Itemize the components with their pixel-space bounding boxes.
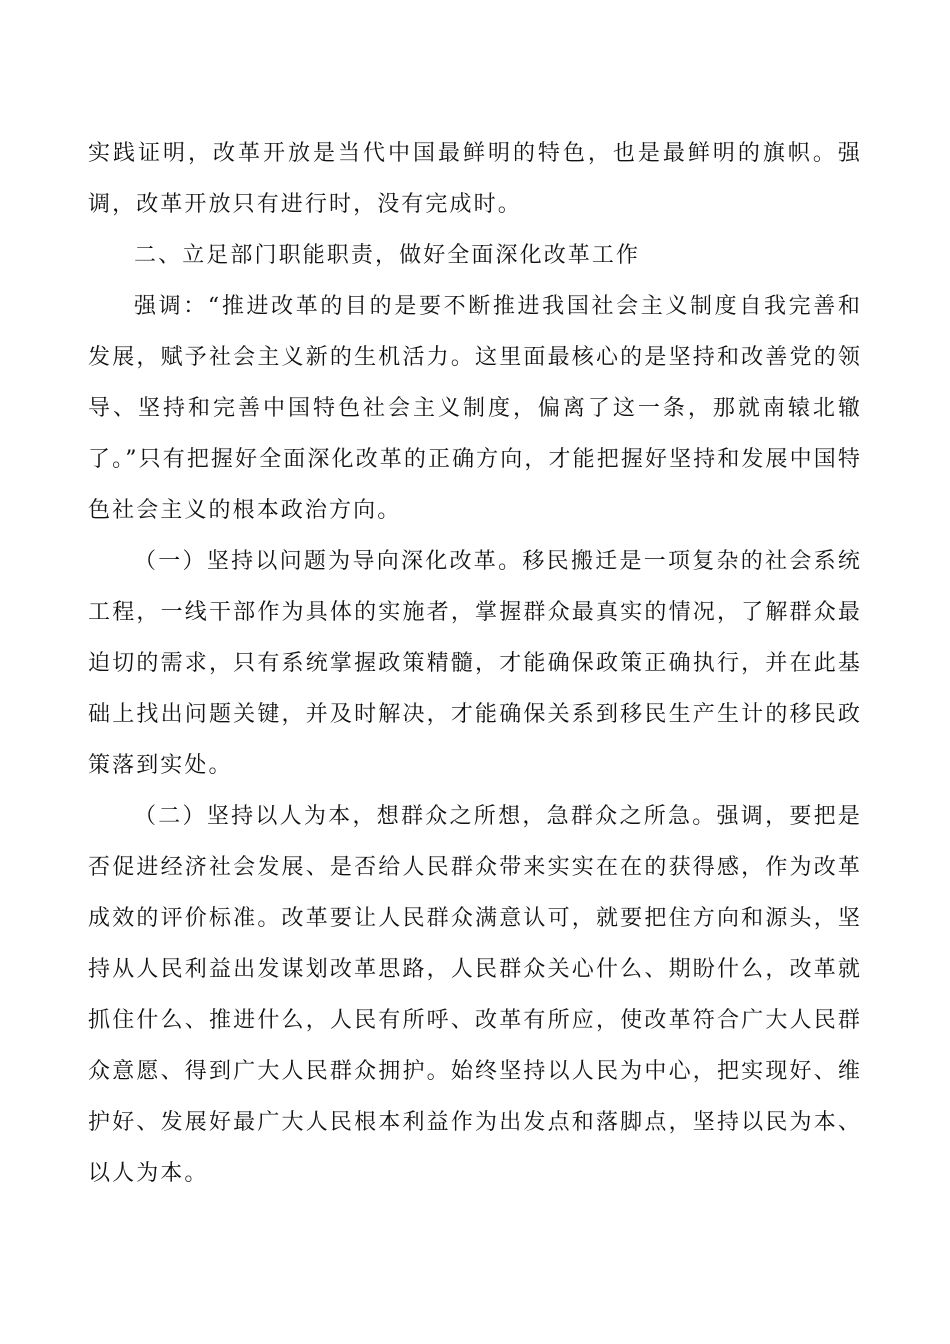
- paragraph-3: 强调：“推进改革的目的是要不断推进我国社会主义制度自我完善和发展，赋予社会主义新的生机活力。这里面最核心的是坚持和改善党的领导、坚持和完善中国特色社会主义制度，偏离了这一条，那就南辕北辙了。”只有把握好全面深化改革的正确方向，才能把握好坚持和发展中国特色社会主义的根本政治方向。: [88, 294, 862, 523]
- document-body: [88, 128, 862, 1199]
- paragraph-4: （一）坚持以问题为导向深化改革。移民搬迁是一项复杂的社会系统工程，一线干部作为具体的实施者，掌握群众最真实的情况，了解群众最迫切的需求，只有系统掌握政策精髓，才能确保政策正确执行，并在此基础上找出问题关键，并及时解决，才能确保关系到移民生产生计的移民政策落到实处。: [88, 549, 862, 778]
- paragraph-5: （二）坚持以人为本，想群众之所想，急群众之所急。强调，要把是否促进经济社会发展、是否给人民群众带来实实在在的获得感，作为改革成效的评价标准。改革要让人民群众满意认可，就要把住方向和源头，坚持从人民利益出发谋划改革思路，人民群众关心什么、期盼什么，改革就抓住什么、推进什么，人民有所呼、改革有所应，使改革符合广大人民群众意愿、得到广大人民群众拥护。始终坚持以人民为中心，把实现好、维护好、发展好最广大人民根本利益作为出发点和落脚点，坚持以民为本、以人为本。: [88, 804, 862, 1186]
- section-heading: 二、立足部门职能职责，做好全面深化改革工作: [134, 243, 641, 268]
- paragraph-1: 实践证明，改革开放是当代中国最鲜明的特色，也是最鲜明的旗帜。强调，改革开放只有进行时，没有完成时。: [88, 141, 862, 217]
